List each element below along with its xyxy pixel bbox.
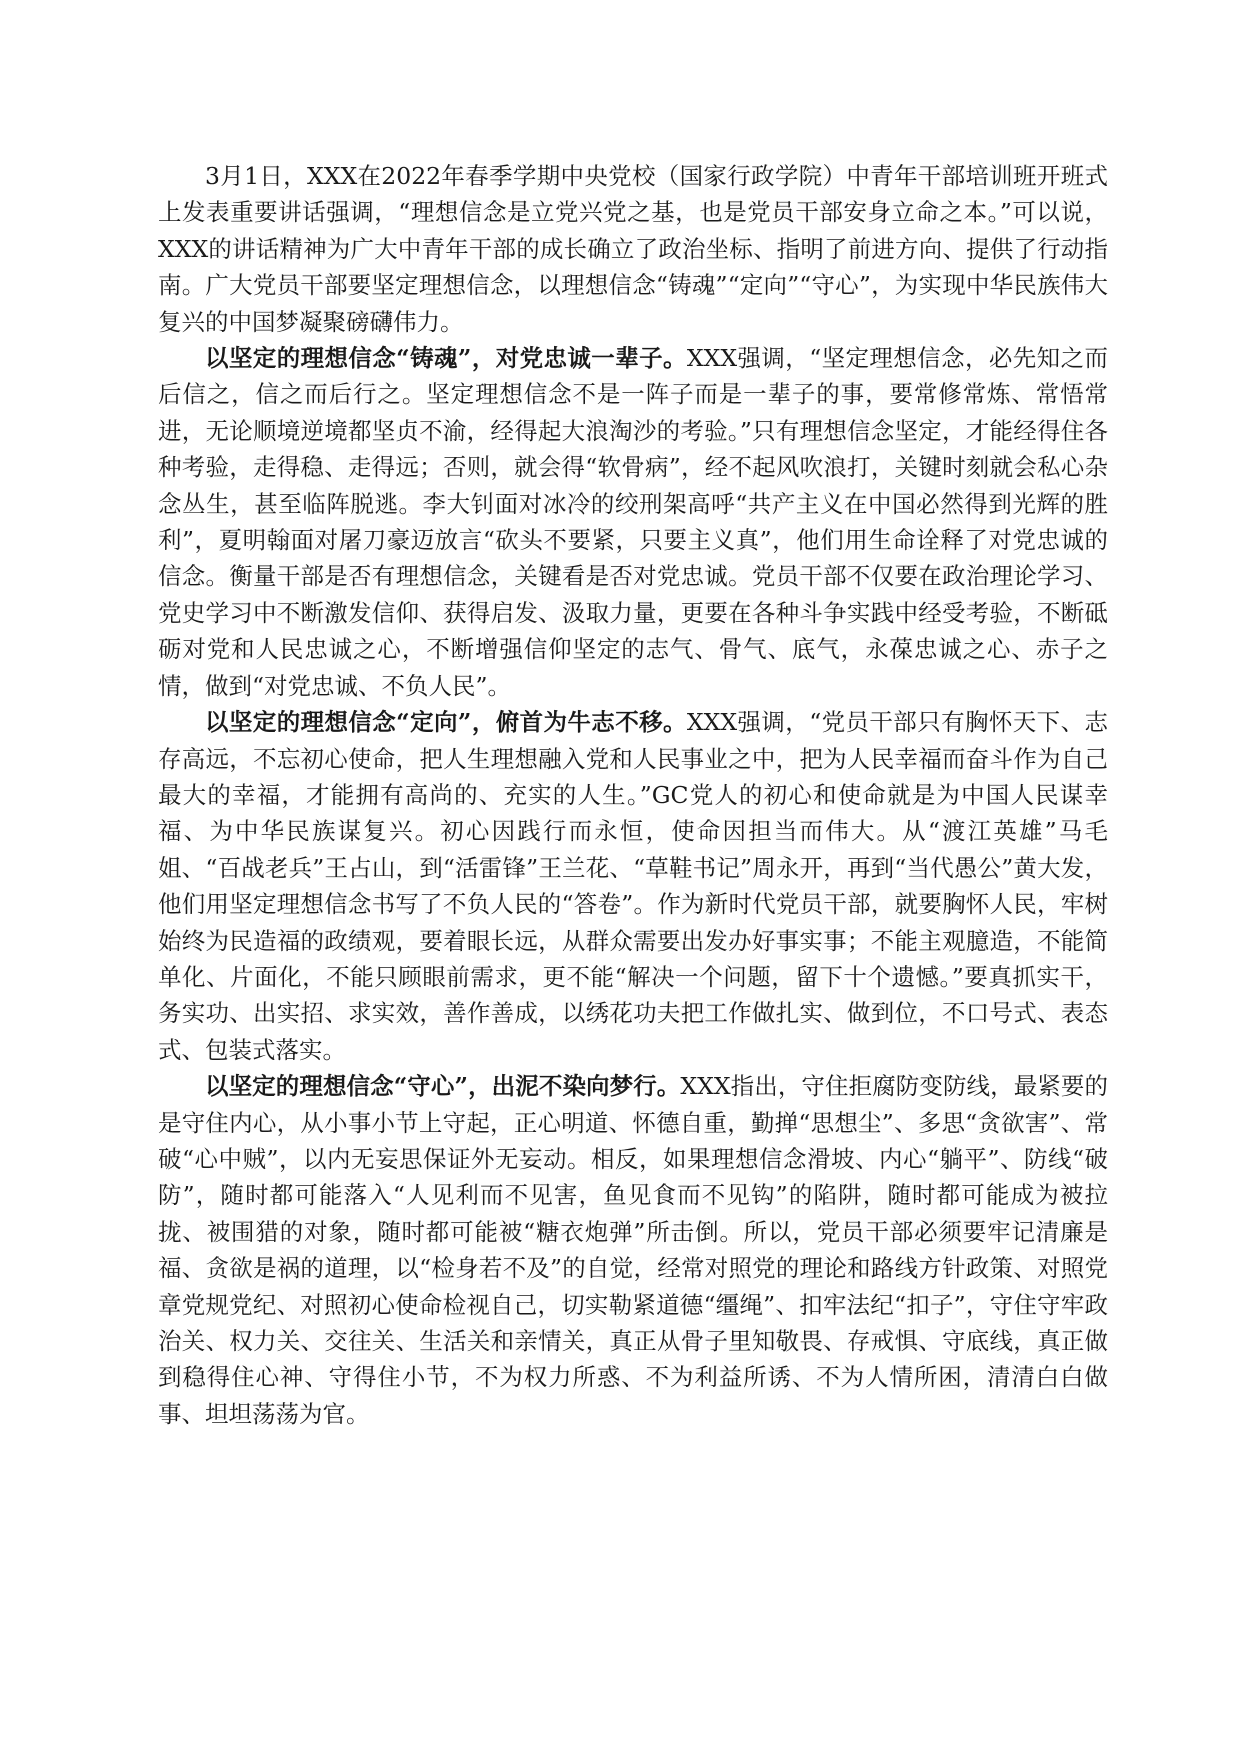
paragraph-text: XXX强调，“党员干部只有胸怀天下、志存高远，不忘初心使命，把人生理想融入党和人民事业之中，把为人民幸福而奋斗作为自己最大的幸福，才能拥有高尚的、充实的人生。”GC党人的初心和使命就是为中国人民谋幸福、为中华民族谋复兴。初心因践行而永恒，使命因担当而伟大。从“渡江英雄”马毛姐、“百战老兵”王占山，到“活雷锋”王兰花、“草鞋书记”周永开，再到“当代愚公”黄大发，他们用坚定理想信念书写了不负人民的“答卷”。作为新时代党员干部，就要胸怀人民，牢树始终为民造福的政绩观，要着眼长远，从群众需要出发办好事实事；不能主观臆造，不能简单化、片面化，不能只顾眼前需求，更不能“解决一个问题，留下十个遗憾。”要真抓实干，务实功、出实招、求实效，善作善成，以绣花功夫把工作做扎实、做到位，不口号式、表态式、包装式落实。 [158,708,1108,1064]
section-paragraph-dingxiang [158,704,1108,1068]
section-heading: 以坚定的理想信念“铸魂”，对党忠诚一辈子。 [205,344,687,373]
paragraph-text: XXX强调，“坚定理想信念，必先知之而后信之，信之而后行之。坚定理想信念不是一阵子而是一辈子的事，要常修常炼、常悟常进，无论顺境逆境都坚贞不渝，经得起大浪淘沙的考验。”只有理想信念坚定，才能经得住各种考验，走得稳、走得远；否则，就会得“软骨病”，经不起风吹浪打，关键时刻就会私心杂念丛生，甚至临阵脱逃。李大钊面对冰冷的绞刑架高呼“共产主义在中国必然得到光辉的胜利”，夏明翰面对屠刀豪迈放言“砍头不要紧，只要主义真”，他们用生命诠释了对党忠诚的信念。衡量干部是否有理想信念，关键看是否对党忠诚。党员干部不仅要在政治理论学习、党史学习中不断激发信仰、获得启发、汲取力量，更要在各种斗争实践中经受考验，不断砥砺对党和人民忠诚之心，不断增强信仰坚定的志气、骨气、底气，永葆忠诚之心、赤子之情，做到“对党忠诚、不负人民”。 [158,344,1108,700]
paragraph-text: XXX指出，守住拒腐防变防线，最紧要的是守住内心，从小事小节上守起，正心明道、怀德自重，勤掸“思想尘”、多思“贪欲害”、常破“心中贼”，以内无妄思保证外无妄动。相反，如果理想信念滑坡、内心“躺平”、防线“破防”，随时都可能落入“人见利而不见害，鱼见食而不见钩”的陷阱，随时都可能成为被拉拢、被围猎的对象，随时都可能被“糖衣炮弹”所击倒。所以，党员干部必须要牢记清廉是福、贪欲是祸的道理，以“检身若不及”的自觉，经常对照党的理论和路线方针政策、对照党章党规党纪、对照初心使命检视自己，切实勒紧道德“缰绳”、扣牢法纪“扣子”，守住守牢政治关、权力关、交往关、生活关和亲情关，真正从骨子里知敬畏、存戒惧、守底线，真正做到稳得住心神、守得住小节，不为权力所惑、不为利益所诱、不为人情所困，清清白白做事、坦坦荡荡为官。 [158,1072,1108,1428]
article-body [158,158,1108,1432]
section-heading: 以坚定的理想信念“守心”，出泥不染向梦行。 [205,1072,681,1101]
section-paragraph-shouxin [158,1068,1108,1432]
paragraph-text: 3月1日，XXX在2022年春季学期中央党校（国家行政学院）中青年干部培训班开班式上发表重要讲话强调，“理想信念是立党兴党之基，也是党员干部安身立命之本。”可以说，XXX的讲话精神为广大中青年干部的成长确立了政治坐标、指明了前进方向、提供了行动指南。广大党员干部要坚定理想信念，以理想信念“铸魂”“定向”“守心”，为实现中华民族伟大复兴的中国梦凝聚磅礴伟力。 [158,162,1108,336]
section-heading: 以坚定的理想信念“定向”，俯首为牛志不移。 [205,708,687,737]
section-paragraph-zhuhun [158,340,1108,704]
intro-paragraph [158,158,1108,340]
